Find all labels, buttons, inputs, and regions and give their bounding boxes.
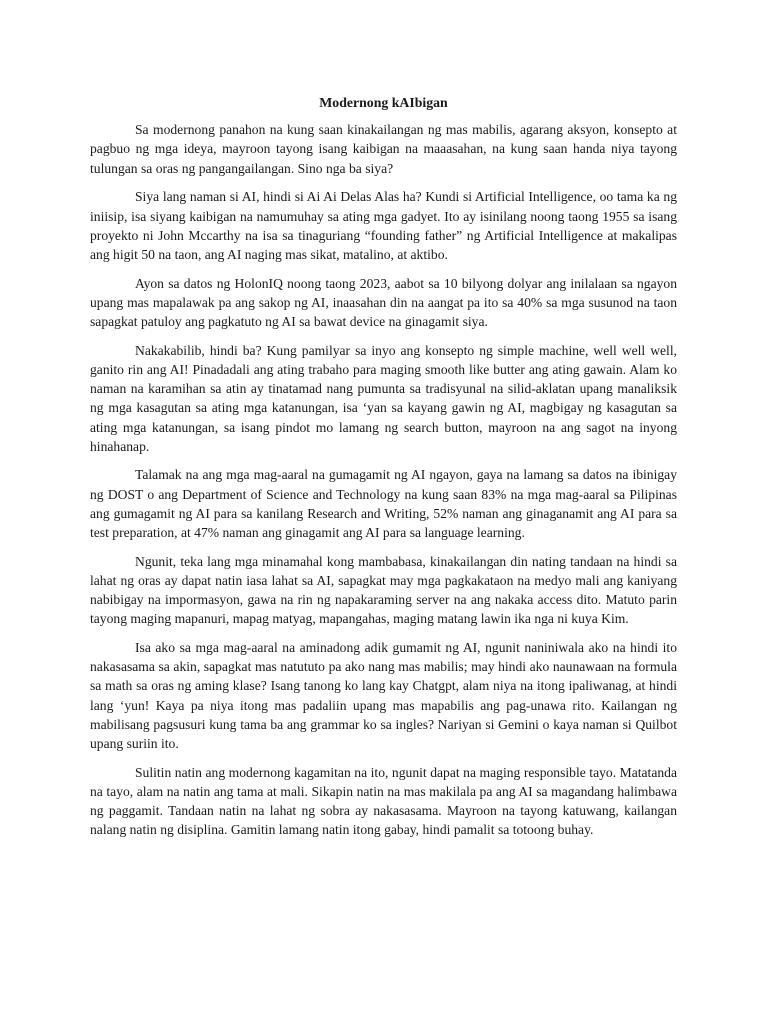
document-title: Modernong kAIbigan: [319, 95, 448, 110]
paragraph-8: Sulitin natin ang modernong kagamitan na ito, ngunit dapat na maging responsible tayo. Matatanda na tayo, alam na natin ang tama at mali. Sikapin natin na mas makilala pa ang AI sa magandang halimbawa ng paggamit. Tandaan natin na lahat ng sobra ay nakasasama. Mayroon na tayong katuwang, kailangan nalang natin ng disiplina. Gamitin lamang natin itong gabay, hindi pamalit sa totoong buhay.: [90, 764, 677, 838]
paragraph-4: Nakakabilib, hindi ba? Kung pamilyar sa inyo ang konsepto ng simple machine, well well well, ganito rin ang AI! Pinadadali ang ating trabaho para maging smooth like butter ang ating gawain. Alam ko naman na karamihan sa atin ay tinatamad nang pumunta sa tradisyunal na silid-aklatan upang manaliksik ng mga kasagutan sa ating mga katanungan, isa ‘yan sa kayang gawin ng AI, magbigay ng kasagutan sa ating mga katanungan, sa isang pindot mo lamang ng search button, mayroon na ang sagot na inyong hinahanap.: [90, 342, 677, 454]
paragraph-3: Ayon sa datos ng HolonIQ noong taong 2023, aabot sa 10 bilyong dolyar ang inilalaan sa ngayon upang mas mapalawak pa ang sakop ng AI, inaasahan din na aangat pa ito sa 40% sa mga susunod na taon sapagkat patuloy ang pagkatuto ng AI sa bawat device na ginagamit siya.: [90, 275, 677, 330]
paragraph-2: Siya lang naman si AI, hindi si Ai Ai Delas Alas ha? Kundi si Artificial Intelligence, oo tama ka ng iniisip, isa siyang kaibigan na namumuhay sa ating mga gadyet. Ito ay isinilang noong taong 1955 sa isang proyekto ni John Mccarthy na isa sa tinaguriang “founding father” ng Artificial Intelligence at makalipas ang higit 50 na taon, ang AI naging mas sikat, matalino, at aktibo.: [90, 189, 677, 262]
document-page: [90, 93, 677, 849]
paragraph-7: Isa ako sa mga mag-aaral na aminadong adik gumamit ng AI, ngunit naniniwala ako na hindi ito nakasasama sa akin, sapagkat mas natututo pa ako nang mas mabilis; may hindi ako naunawaan na formula sa math sa oras ng aming klase? Isang tanong ko lang kay Chatgpt, alam niya na itong ipaliwanag, at hindi lang ‘yun! Kaya pa niya itong mas padaliin upang mas mapabilis ang pag-unawa rito. Kailangan ng mabilisang pagsusuri kung tama ba ang grammar ko sa ingles? Nariyan si Gemini o kaya naman si Quilbot upang suriin ito.: [90, 640, 677, 752]
paragraph-5: Talamak na ang mga mag-aaral na gumagamit ng AI ngayon, gaya na lamang sa datos na ibinigay ng DOST o ang Department of Science and Technology na kung saan 83% na mga mag-aaral sa Pilipinas ang gumagamit ng AI para sa kanilang Research and Writing, 52% naman ang ginaganamit ang AI para sa test preparation, at 47% naman ang ginagamit ang AI para sa language learning.: [90, 467, 677, 541]
paragraph-6: Ngunit, teka lang mga minamahal kong mambabasa, kinakailangan din nating tandaan na hindi sa lahat ng oras ay dapat natin iasa lahat sa AI, sapagkat may mga pagkakataon na medyo mali ang kaniyang nabibigay na impormasyon, gawa na rin ng napakaraming server na ang nakaka access dito. Matuto parin tayong maging mapanuri, mapag matyag, mapangahas, maging matang lawin ika nga ni kuya Kim.: [90, 553, 677, 627]
paragraph-1: Sa modernong panahon na kung saan kinakailangan ng mas mabilis, agarang aksyon, konsepto at pagbuo ng mga ideya, mayroon tayong isang kaibigan na maaasahan, na kung saan handa niya tayong tulungan sa oras ng pangangailangan. Sino nga ba siya?: [90, 122, 677, 176]
